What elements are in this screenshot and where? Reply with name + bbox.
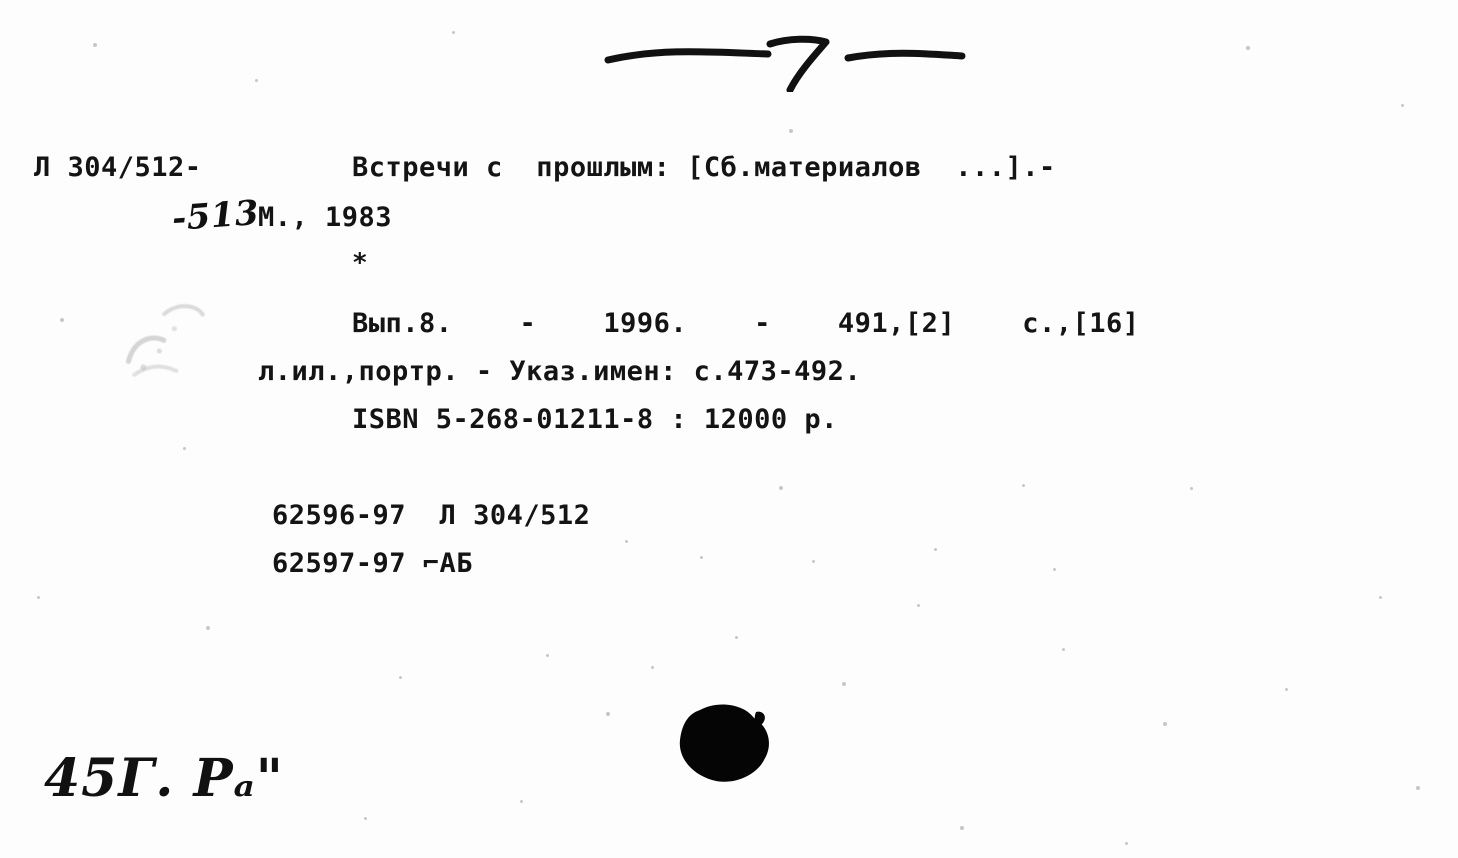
imprint-line: М., 1983 bbox=[258, 202, 393, 233]
inventory-line-2: 62597-97 ⌐АБ bbox=[272, 548, 474, 579]
issue-line-2: л.ил.,портр. - Указ.имен: с.473-492. bbox=[258, 356, 862, 387]
title-line: Встречи с прошлым: [Сб.материалов ...].- bbox=[352, 152, 1056, 183]
isbn-line: ISBN 5-268-01211-8 : 12000 р. bbox=[352, 404, 838, 435]
pen-stroke-page-number bbox=[600, 22, 980, 92]
faded-stamp bbox=[99, 278, 233, 404]
call-number: Л 304/512- bbox=[34, 152, 202, 183]
handwritten-note-bottom: 45Г. Рₐ" bbox=[44, 748, 284, 809]
issue-line-1: Вып.8. - 1996. - 491,[2] с.,[16] bbox=[352, 308, 1140, 339]
inventory-line-1: 62596-97 Л 304/512 bbox=[272, 500, 591, 531]
separator-asterisk: * bbox=[352, 248, 369, 278]
call-number-correction: -513 bbox=[170, 193, 261, 239]
ink-blot bbox=[672, 700, 776, 786]
